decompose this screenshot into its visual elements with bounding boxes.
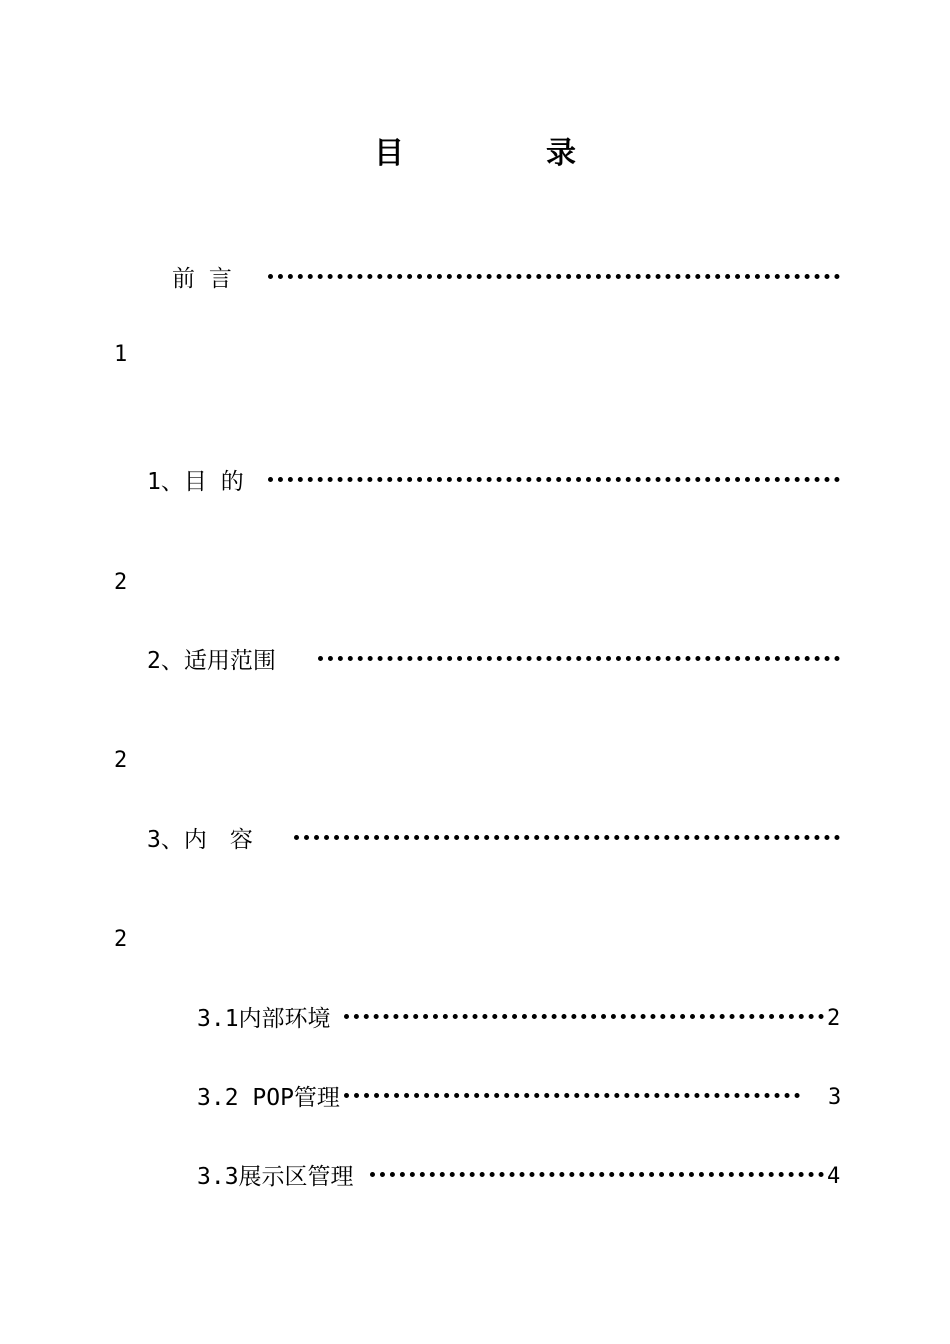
toc-page-number: 1: [114, 342, 128, 367]
toc-entry-3-1[interactable]: [197, 1004, 331, 1034]
toc-entry-3-3[interactable]: [197, 1162, 354, 1192]
toc-leader-dots: [294, 835, 840, 840]
toc-entry-label: 3.3展示区管理: [197, 1164, 354, 1190]
toc-leader-dots: [268, 274, 840, 279]
toc-leader-dots: [268, 477, 840, 482]
toc-leader-dots: [344, 1093, 800, 1098]
toc-entry-label: 3.1内部环境: [197, 1006, 331, 1032]
toc-entry-label: 2、适用范围: [147, 648, 276, 674]
toc-page-number: 2: [827, 1006, 841, 1031]
toc-entry-content[interactable]: [147, 825, 253, 855]
toc-entry-preface[interactable]: [172, 264, 232, 294]
toc-page-number: 4: [827, 1164, 841, 1189]
toc-leader-dots: [318, 656, 840, 661]
toc-leader-dots: [370, 1172, 824, 1177]
toc-entry-label: 1、目 的: [147, 469, 244, 495]
toc-entry-label: 前 言: [172, 266, 232, 292]
toc-entry-3-2[interactable]: [197, 1083, 340, 1113]
toc-entry-scope[interactable]: [147, 646, 276, 676]
toc-page-number: 2: [114, 570, 128, 595]
toc-page-number: 3: [828, 1085, 842, 1110]
toc-entry-purpose[interactable]: [147, 467, 244, 497]
toc-leader-dots: [344, 1014, 824, 1019]
toc-title: 目 录: [374, 136, 632, 171]
toc-entry-label: 3.2 POP管理: [197, 1085, 340, 1111]
toc-page-number: 2: [114, 927, 128, 952]
toc-entry-label: 3、内 容: [147, 827, 253, 853]
toc-page-number: 2: [114, 748, 128, 773]
